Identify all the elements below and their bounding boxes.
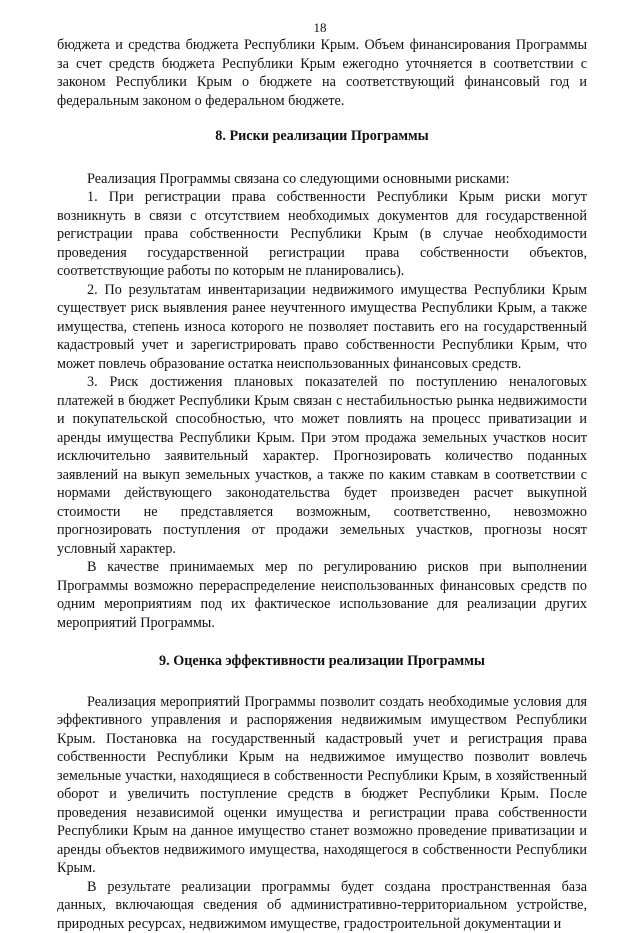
section-8-paragraph: 2. По результатам инвентаризации недвижимого имущества Республики Крым существует риск выявления ранее неучтенного имущества Республики Крым, а также имущества, степень износа которого не позволяет поставить его на государственный кадастровый учет и зарегистрировать право собственности Республики Крым, что может повлечь образование остатка неиспользованных финансовых средств. xyxy=(57,281,587,374)
document-body xyxy=(57,36,587,933)
section-8-paragraph: В качестве принимаемых мер по регулированию рисков при выполнении Программы возможно перераспределение неиспользованных финансовых средств по одним мероприятиям под их фактическое использование для реализации других мероприятий Программы. xyxy=(57,558,587,632)
section-9-paragraph: В результате реализации программы будет создана пространственная база данных, включающая сведения об административно-территориальном устройстве, природных ресурсах, недвижимом имуществе, градостроительной документации и xyxy=(57,878,587,933)
section-9-paragraph: Реализация мероприятий Программы позволит создать необходимые условия для эффективного управления и распоряжения недвижимым имуществом Республики Крым. Постановка на государственный кадастровый учет и регистрация права собственности Республики Крым на недвижимое имущество позволит вовлечь земельные участки, находящиеся в собственности Республики Крым, в хозяйственный оборот и увеличить поступление средств в бюджет Республики Крым. После проведения независимой оценки имущества и регистрации права собственности Республики Крым на данное имущество станет возможно проведение приватизации и аренды объектов недвижимого имущества, находящегося в собственности Республики Крым. xyxy=(57,693,587,878)
section-9-heading: 9. Оценка эффективности реализации Программы xyxy=(57,652,587,671)
section-8-paragraph: Реализация Программы связана со следующими основными рисками: xyxy=(57,170,587,189)
intro-paragraph: бюджета и средства бюджета Республики Крым. Объем финансирования Программы за счет средств бюджета Республики Крым ежегодно уточняется в соответствии с законом Республики Крым о бюджете на соответствующий финансовый год и федеральным законом о федеральном бюджете. xyxy=(57,36,587,110)
page-number: 18 xyxy=(0,20,640,36)
section-8-paragraph: 1. При регистрации права собственности Республики Крым риски могут возникнуть в связи с отсутствием необходимых документов для государственной регистрации права собственности Республики Крым (в случае необходимости проведения государственной регистрации права собственности объектов, соответствующие работы по которым не планировались). xyxy=(57,188,587,281)
section-8-paragraph: 3. Риск достижения плановых показателей по поступлению неналоговых платежей в бюджет Республики Крым связан с нестабильностью рынка недвижимости и покупательской способностью, что может повлиять на процесс приватизации и аренды имущества Республики Крым. При этом продажа земельных участков носит исключительно заявительный характер. Прогнозировать количество поданных заявлений на выкуп земельных участков, а также по каким ставкам в соответствии с нормами действующего законодательства будет произведен расчет выкупной стоимости не представляется возможным, соответственно, невозможно прогнозировать поступления от продажи земельных участков, прогнозы носят условный характер. xyxy=(57,373,587,558)
section-8-heading: 8. Риски реализации Программы xyxy=(57,127,587,146)
